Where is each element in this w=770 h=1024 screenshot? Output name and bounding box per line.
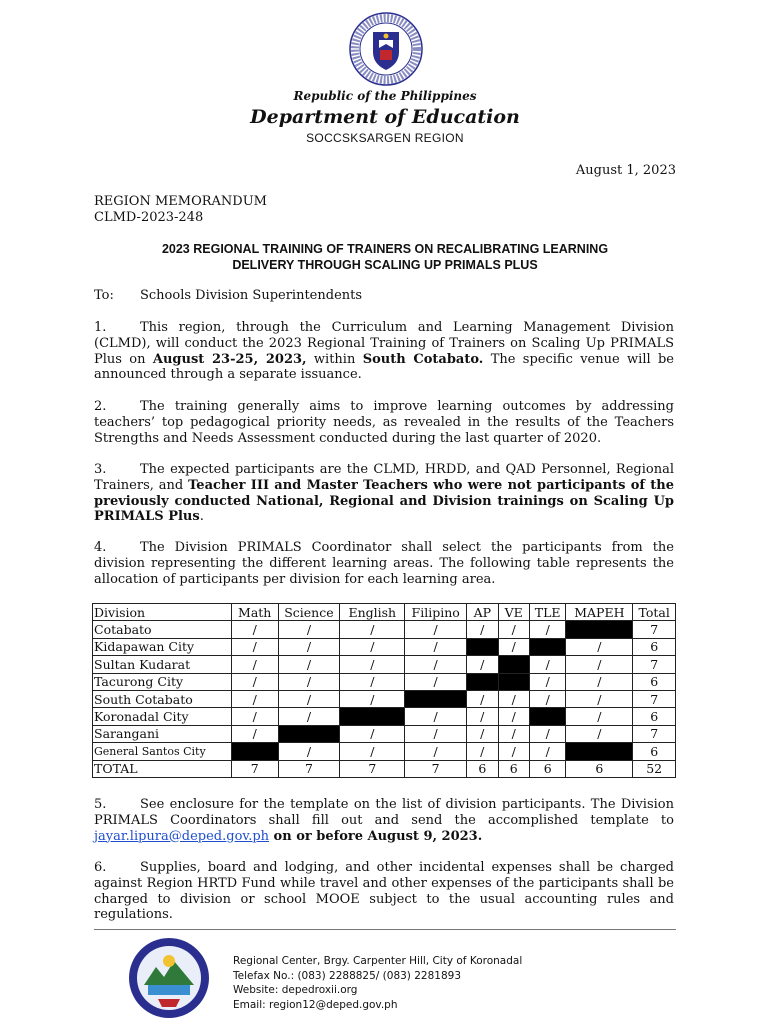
division-name-cell: South Cotabato [93, 690, 232, 707]
allocation-cell: / [231, 708, 278, 725]
division-name-cell: Tacurong City [93, 673, 232, 690]
paragraph-5 [94, 797, 674, 844]
memo-date: August 1, 2023 [575, 163, 676, 178]
allocation-cell: / [467, 621, 498, 638]
allocation-cell: 7 [633, 621, 676, 638]
allocation-cell: / [405, 656, 467, 673]
allocation-cell: 7 [633, 656, 676, 673]
allocation-cell: 6 [633, 743, 676, 760]
allocation-cell: / [405, 743, 467, 760]
allocation-cell: / [498, 690, 529, 707]
addressee [94, 288, 362, 303]
allocation-cell: / [231, 673, 278, 690]
allocation-cell: / [278, 656, 340, 673]
paragraph-text: The Division PRIMALS Coordinator shall select the participants from the division representing the different learning areas. The following table represents the allocation of participants per division for each learning area. [94, 540, 674, 587]
allocation-cell: / [566, 725, 633, 742]
table-total-row [93, 760, 676, 777]
paragraph-text: The specific venue will be announced through a separate issuance. [94, 351, 674, 383]
deped-seal-logo [349, 12, 423, 86]
allocation-cell: / [498, 725, 529, 742]
allocation-cell: / [498, 743, 529, 760]
allocation-cell: / [231, 725, 278, 742]
table-header-cell: TLE [529, 604, 566, 621]
table-row [93, 673, 676, 690]
allocation-cell: / [278, 708, 340, 725]
paragraph-text: See enclosure for the template on the list of division participants. The Division PRIMALS Coordinators shall fill out and send the accomplished template to [94, 797, 674, 828]
allocation-cell: / [566, 708, 633, 725]
allocation-cell: 6 [633, 638, 676, 655]
shaded-cell [529, 638, 566, 655]
division-name-cell: Koronadal City [93, 708, 232, 725]
allocation-cell: / [529, 673, 566, 690]
table-header-cell: AP [467, 604, 498, 621]
subject-line-1: 2023 REGIONAL TRAINING OF TRAINERS ON RECALIBRATING LEARNING [161, 242, 609, 256]
table-header-cell: Total [633, 604, 676, 621]
table-header-cell: English [340, 604, 405, 621]
allocation-cell: 6 [498, 760, 529, 777]
allocation-cell: 7 [340, 760, 405, 777]
allocation-cell: / [405, 725, 467, 742]
paragraph-number: 2. [94, 399, 107, 414]
table-row [93, 743, 676, 760]
footer-address: Regional Center, Brgy. Carpenter Hill, City of Koronadal [233, 955, 523, 967]
allocation-cell: / [340, 638, 405, 655]
table-row [93, 725, 676, 742]
allocation-cell: / [566, 656, 633, 673]
training-dates: August 23-25, 2023, [152, 351, 307, 367]
allocation-cell: / [467, 743, 498, 760]
deadline: on or before August 9, 2023. [269, 828, 483, 844]
allocation-cell: / [467, 656, 498, 673]
paragraph-number: 1. [94, 320, 107, 335]
memo-number: CLMD-2023-248 [94, 210, 204, 225]
footer-contact [233, 954, 522, 1012]
table-header-cell: MAPEH [566, 604, 633, 621]
participant-criteria: Teacher III and Master Teachers who were not participants of the previously conducted National, Regional and Division trainings on Scaling Up PRIMALS Plus [94, 477, 675, 525]
table-row [93, 690, 676, 707]
allocation-cell: / [405, 638, 467, 655]
allocation-cell: / [340, 743, 405, 760]
allocation-cell: / [498, 708, 529, 725]
allocation-cell: / [340, 673, 405, 690]
shaded-cell [467, 638, 498, 655]
table-header-cell: Filipino [405, 604, 467, 621]
allocation-cell: / [566, 638, 633, 655]
table-header-cell: Science [278, 604, 340, 621]
email-link[interactable]: jayar.lipura@deped.gov.ph [94, 828, 270, 844]
allocation-cell: 6 [566, 760, 633, 777]
shaded-cell [529, 708, 566, 725]
table-header-cell: VE [498, 604, 529, 621]
division-name-cell: General Santos City [93, 743, 232, 760]
table-row [93, 621, 676, 638]
table-row [93, 656, 676, 673]
allocation-cell: / [405, 708, 467, 725]
footer-divider [94, 929, 676, 930]
table-header-cell: Division [93, 604, 232, 621]
shaded-cell [231, 743, 278, 760]
allocation-cell: / [529, 621, 566, 638]
table-header-row [93, 604, 676, 621]
paragraph-4 [94, 540, 674, 587]
training-location: South Cotabato. [362, 351, 484, 367]
allocation-cell: / [529, 743, 566, 760]
region-xii-logo [128, 937, 210, 1019]
paragraph-text: This region, through the Curriculum and Learning Management Division (CLMD), will conduct the 2023 Regional Training of Trainers on Scaling Up PRIMALS Plus on [94, 320, 674, 367]
shaded-cell [566, 743, 633, 760]
table-row [93, 708, 676, 725]
shaded-cell [566, 621, 633, 638]
allocation-cell: 7 [405, 760, 467, 777]
allocation-cell: / [340, 690, 405, 707]
paragraph-text: The training generally aims to improve learning outcomes by addressing teachers’ top pedagogical priority needs, as revealed in the results of the Teachers Strengths and Needs Assessment conducted during the last quarter of 2020. [94, 399, 674, 446]
allocation-cell: 6 [529, 760, 566, 777]
paragraph-text: within [306, 351, 363, 367]
paragraph-1 [94, 320, 674, 383]
allocation-table [92, 603, 676, 778]
allocation-cell: / [529, 656, 566, 673]
allocation-cell: / [231, 690, 278, 707]
footer-website: Website: depedroxii.org [233, 984, 358, 996]
allocation-cell: / [529, 690, 566, 707]
allocation-cell: / [278, 673, 340, 690]
paragraph-6 [94, 860, 674, 923]
paragraph-number: 6. [94, 860, 107, 875]
division-name-cell: Sultan Kudarat [93, 656, 232, 673]
division-name-cell: Kidapawan City [93, 638, 232, 655]
paragraph-3 [94, 462, 674, 525]
allocation-cell: 7 [278, 760, 340, 777]
allocation-cell: / [566, 673, 633, 690]
allocation-cell: / [340, 656, 405, 673]
footer-telefax: Telefax No.: (083) 2288825/ (083) 2281893 [233, 969, 462, 982]
allocation-cell: 7 [231, 760, 278, 777]
memo-subject [94, 241, 676, 273]
allocation-cell: / [278, 638, 340, 655]
subject-line-2: DELIVERY THROUGH SCALING UP PRIMALS PLUS [232, 258, 538, 272]
allocation-cell: 7 [633, 690, 676, 707]
allocation-cell: / [566, 690, 633, 707]
shaded-cell [467, 673, 498, 690]
paragraph-text: The expected participants are the CLMD, HRDD, and QAD Personnel, Regional Trainers, and [94, 462, 674, 493]
memo-type: REGION MEMORANDUM [94, 194, 267, 209]
allocation-cell: / [278, 621, 340, 638]
footer-email: Email: region12@deped.gov.ph [233, 998, 398, 1011]
allocation-cell: 6 [467, 760, 498, 777]
table-row [93, 638, 676, 655]
republic-heading: Republic of the Philippines [293, 89, 477, 103]
division-name-cell: Sarangani [93, 725, 232, 742]
allocation-cell: / [278, 690, 340, 707]
department-heading: Department of Education [250, 106, 520, 128]
division-name-cell: TOTAL [93, 760, 232, 777]
paragraph-number: 4. [94, 540, 107, 555]
paragraph-number: 5. [94, 797, 107, 812]
allocation-cell: 6 [633, 708, 676, 725]
paragraph-2 [94, 399, 674, 446]
region-heading: SOCCSKSARGEN REGION [306, 131, 464, 145]
paragraph-text: . [199, 509, 204, 525]
allocation-cell: / [231, 621, 278, 638]
shaded-cell [498, 673, 529, 690]
allocation-cell: / [467, 708, 498, 725]
allocation-cell: / [498, 638, 529, 655]
division-name-cell: Cotabato [93, 621, 232, 638]
allocation-cell: / [405, 621, 467, 638]
shaded-cell [498, 656, 529, 673]
paragraph-text: Supplies, board and lodging, and other incidental expenses shall be charged against Region HRTD Fund while travel and other expenses of the participants shall be charged to division or school MOOE subject to the usual accounting rules and regulations. [94, 860, 674, 923]
to-label: To: [94, 288, 114, 303]
allocation-cell: / [529, 725, 566, 742]
paragraph-number: 3. [94, 462, 107, 477]
shaded-cell [278, 725, 340, 742]
to-recipient: Schools Division Superintendents [140, 288, 363, 303]
allocation-cell: / [231, 638, 278, 655]
table-header-cell: Math [231, 604, 278, 621]
allocation-cell: / [405, 673, 467, 690]
allocation-cell: / [231, 656, 278, 673]
allocation-cell: / [498, 621, 529, 638]
shaded-cell [340, 708, 405, 725]
allocation-cell: / [278, 743, 340, 760]
allocation-cell: / [340, 725, 405, 742]
memo-identifier [94, 194, 267, 226]
allocation-cell: / [340, 621, 405, 638]
allocation-cell: 7 [633, 725, 676, 742]
shaded-cell [405, 690, 467, 707]
allocation-cell: / [467, 690, 498, 707]
allocation-cell: 6 [633, 673, 676, 690]
allocation-cell: / [467, 725, 498, 742]
allocation-cell: 52 [633, 760, 676, 777]
